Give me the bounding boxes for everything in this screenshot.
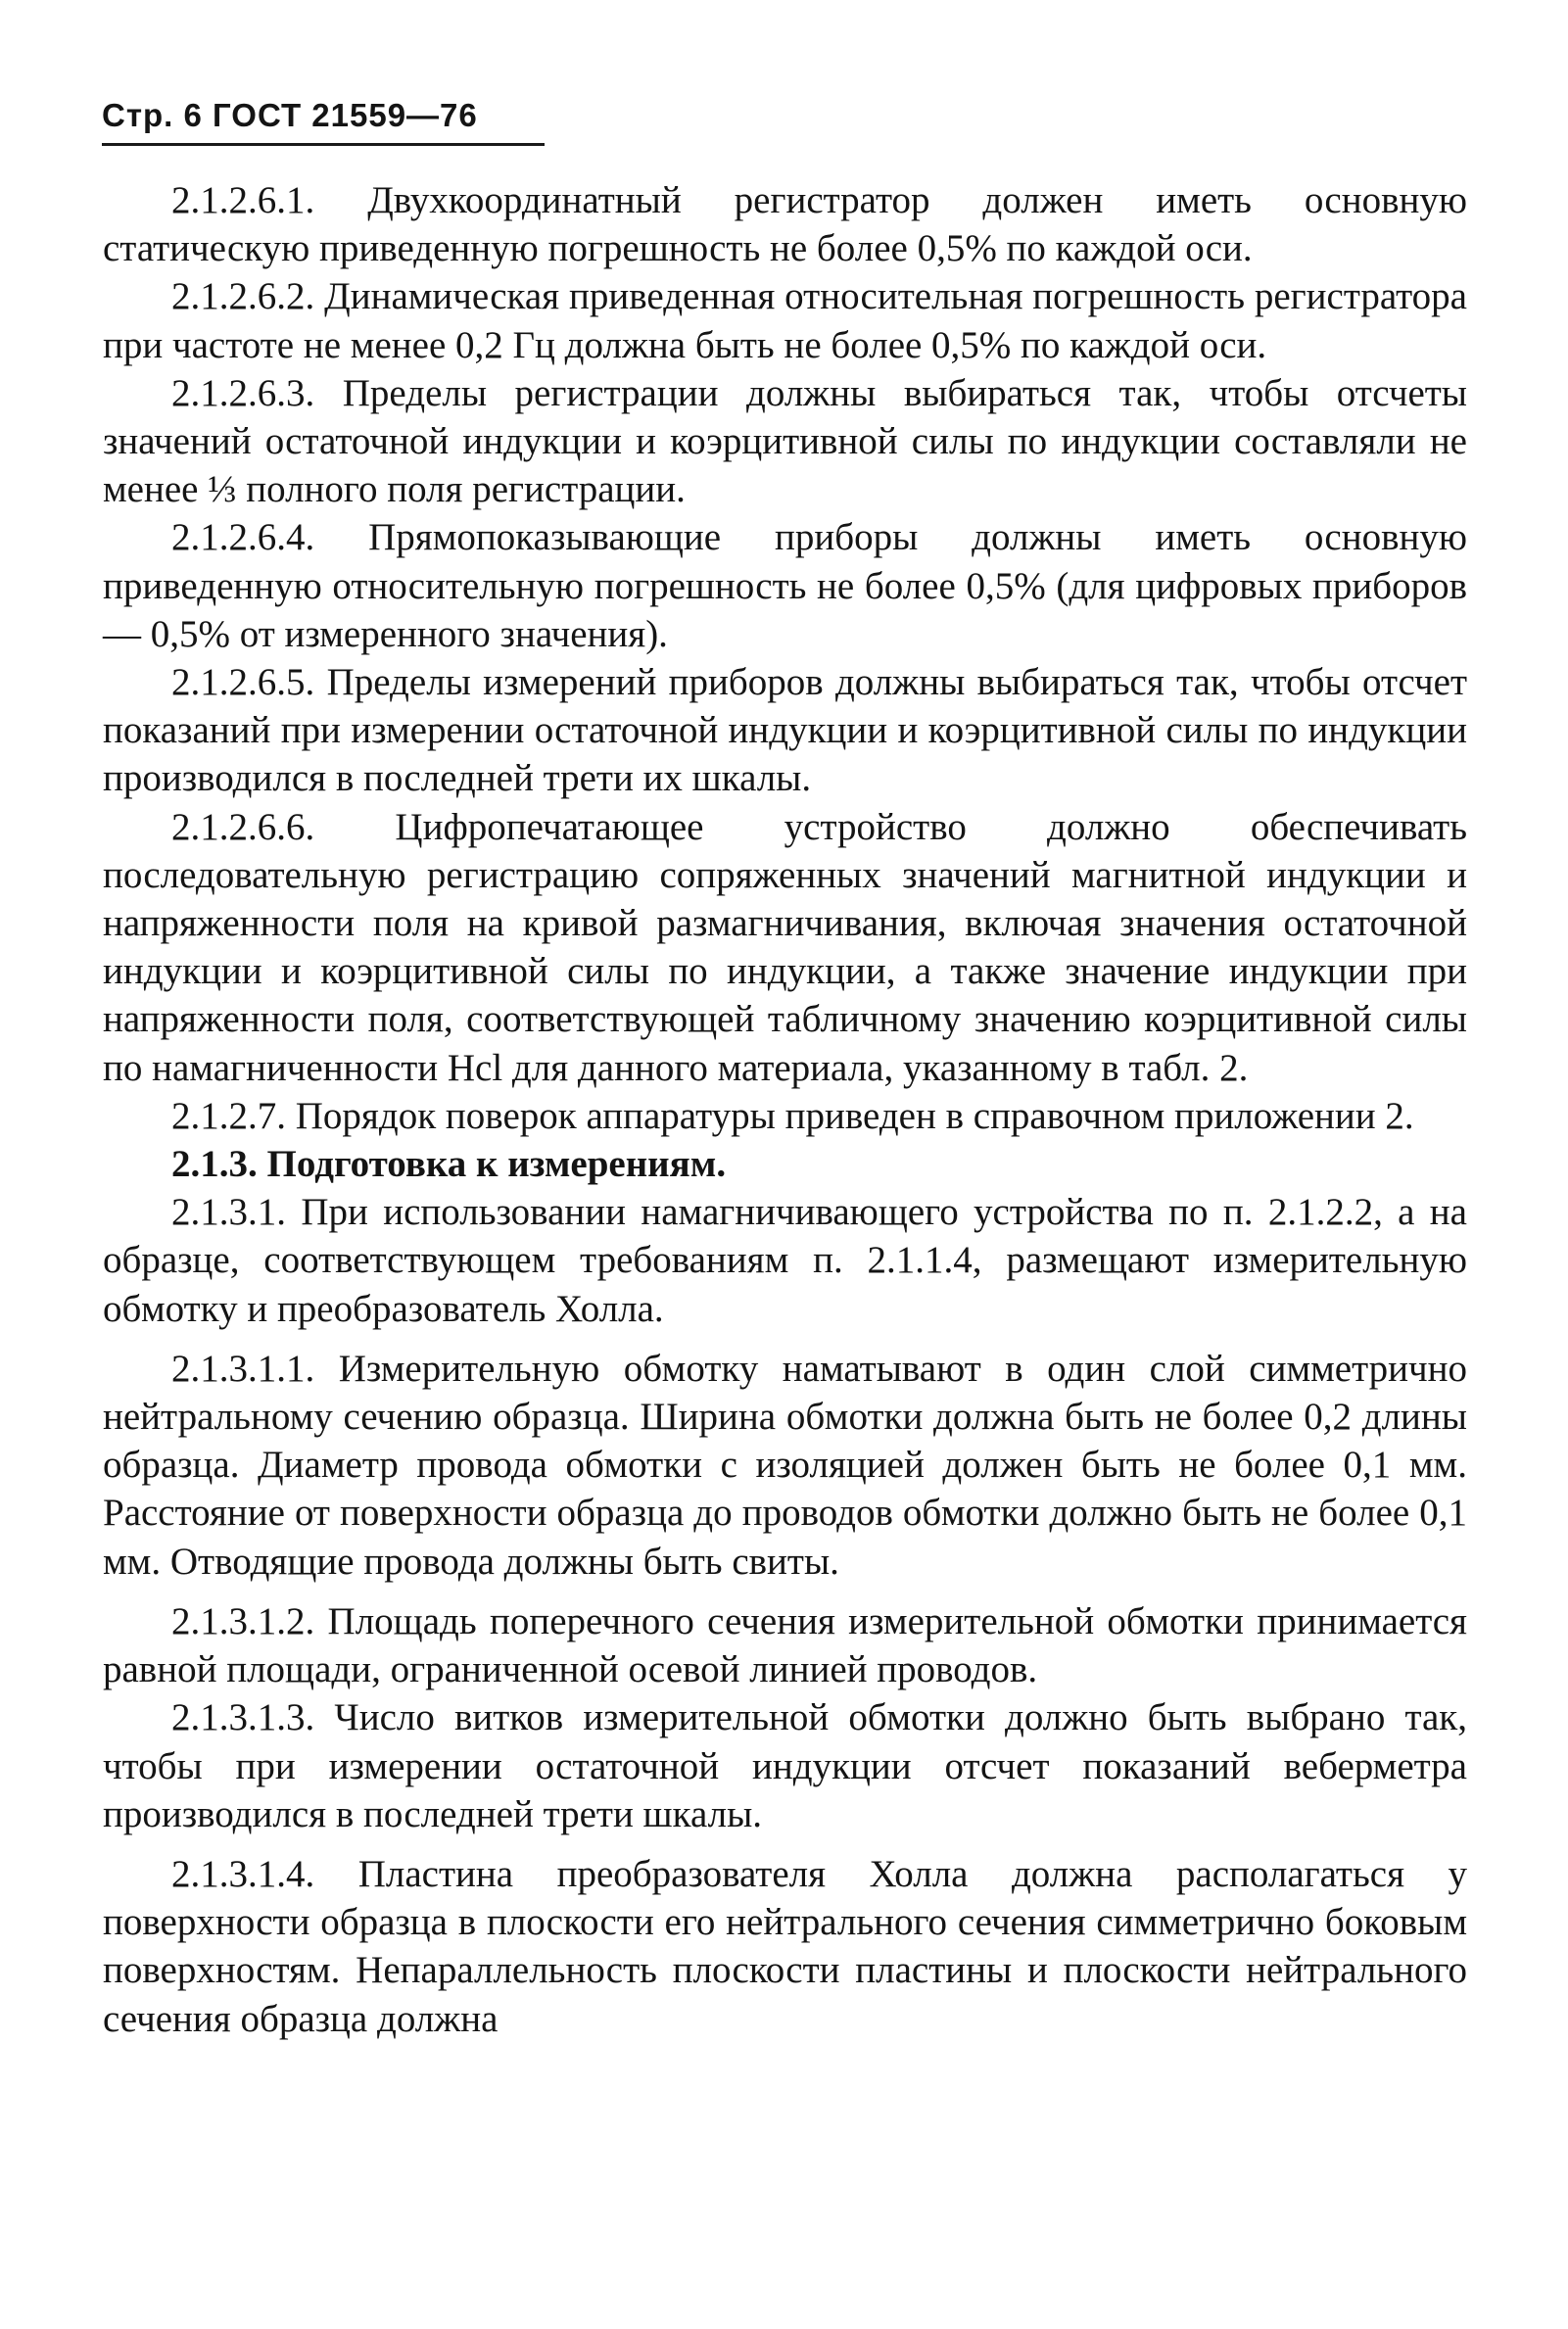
paragraph-2-1-2-6-5: 2.1.2.6.5. Пределы измерений приборов должны выбираться так, чтобы отсчет показаний при измерении остаточной индукции и коэрцитивной силы по индукции производился в последней трети их шкалы.: [103, 661, 1467, 800]
paragraph-2-1-2-6-4: 2.1.2.6.4. Прямопоказывающие приборы должны иметь основную приведенную относительную погрешность не более 0,5% (для цифровых приборов — 0,5% от измеренного значения).: [103, 516, 1467, 655]
paragraph-2-1-2-7: 2.1.2.7. Порядок поверок аппаратуры приведен в справочном приложении 2.: [171, 1094, 1414, 1137]
paragraph-2-1-3-1-2: 2.1.3.1.2. Площадь поперечного сечения измерительной обмотки принимается равной площади, ограниченной осевой линией проводов.: [103, 1599, 1467, 1691]
page-header: Стр. 6 ГОСТ 21559—76: [102, 97, 478, 133]
paragraph-2-1-2-6-2: 2.1.2.6.2. Динамическая приведенная относительная погрешность регистратора при частоте не менее 0,2 Гц должна быть не более 0,5% по каждой оси.: [103, 275, 1467, 366]
paragraph-2-1-3-1-4: 2.1.3.1.4. Пластина преобразователя Холла должна располагаться у поверхности образца в плоскости его нейтрального сечения симметрично боковым поверхностям. Непараллельность плоскости пластины и плоскости нейтрального сечения образца должна: [103, 1852, 1467, 2040]
paragraph-2-1-2-6-3: 2.1.2.6.3. Пределы регистрации должны выбираться так, чтобы отсчеты значений остаточной индукции и коэрцитивной силы по индукции составляли не менее ⅓ полного поля регистрации.: [103, 371, 1467, 511]
paragraph-2-1-2-6-6: 2.1.2.6.6. Цифропечатающее устройство должно обеспечивать последовательную регистрацию сопряженных значений магнитной индукции и напряженности поля на кривой размагничивания, включая значения остаточной индукции и коэрцитивной силы по индукции, а также значение индукции при напряженности поля, соответствующей табличному значению коэрцитивной силы по намагниченности Hcl для данного материала, указанному в табл. 2.: [103, 805, 1467, 1089]
paragraph-2-1-2-6-1: 2.1.2.6.1. Двухкоординатный регистратор должен иметь основную статическую приведенную погрешность не более 0,5% по каждой оси.: [103, 179, 1467, 270]
section-heading-2-1-3: 2.1.3. Подготовка к измерениям.: [171, 1143, 727, 1186]
paragraph-2-1-3-1-3: 2.1.3.1.3. Число витков измерительной обмотки должно быть выбрано так, чтобы при измерении остаточной индукции отсчет показаний веберметра производился в последней трети шкалы.: [103, 1696, 1467, 1835]
header-rule: [102, 143, 545, 146]
document-body: [103, 176, 1467, 2043]
paragraph-2-1-3-1-1: 2.1.3.1.1. Измерительную обмотку наматывают в один слой симметрично нейтральному сечению образца. Ширина обмотки должна быть не более 0,2 длины образца. Диаметр провода обмотки с изоляцией должен быть не более 0,1 мм. Расстояние от поверхности образца до проводов обмотки должно быть не более 0,1 мм. Отводящие провода должны быть свиты.: [103, 1347, 1467, 1583]
paragraph-2-1-3-1: 2.1.3.1. При использовании намагничивающего устройства по п. 2.1.2.2, а на образце, соответствующем требованиям п. 2.1.1.4, размещают измерительную обмотку и преобразователь Холла.: [103, 1191, 1467, 1330]
